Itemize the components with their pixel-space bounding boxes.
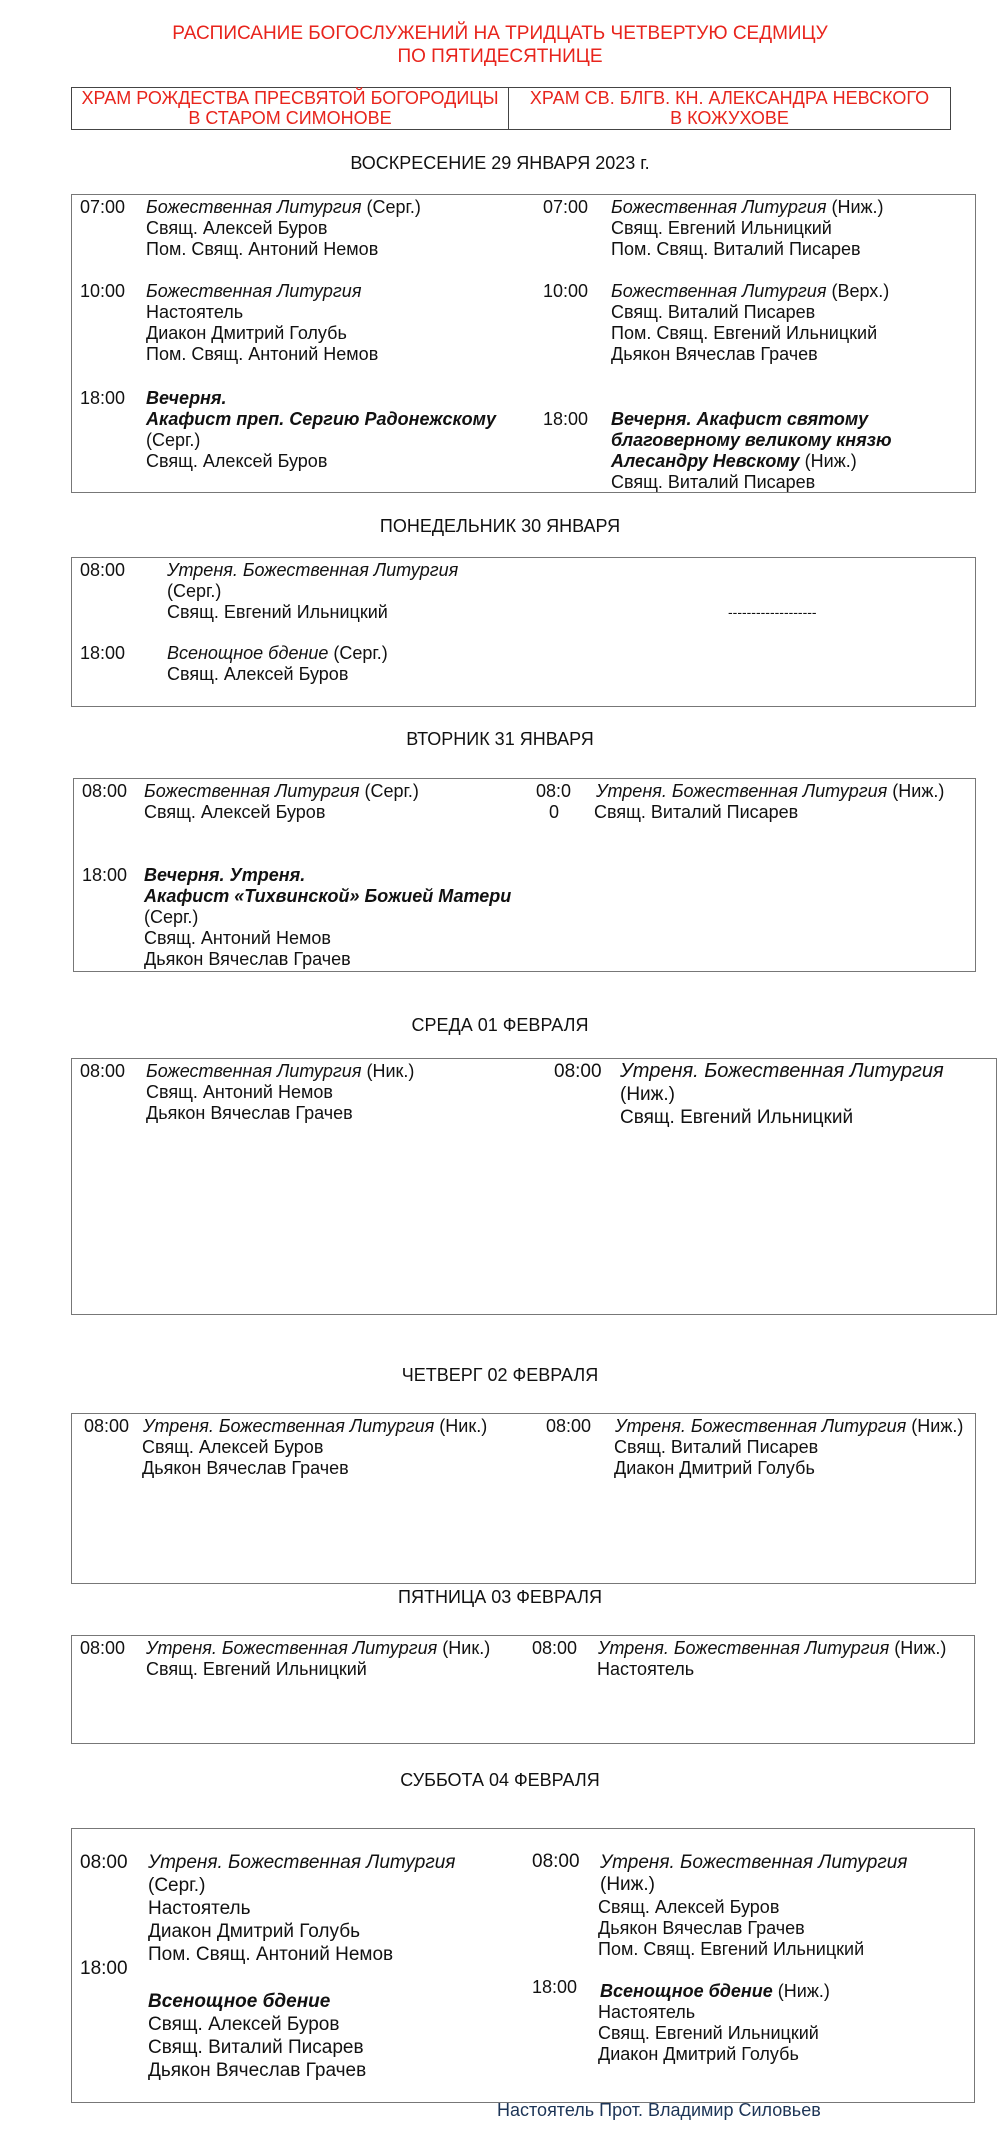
page-title-line1: РАСПИСАНИЕ БОГОСЛУЖЕНИЙ НА ТРИДЦАТЬ ЧЕТВЕРТУЮ СЕДМИЦУ [172,23,828,44]
service-title: Утреня. Божественная Литургия [167,560,459,580]
rector-signature: Настоятель Прот. Владимир Силовьев [497,2100,821,2120]
church-left [72,88,508,129]
time: 18:00 [82,865,128,885]
clergy: Свящ. Евгений Ильницкий [611,218,832,238]
service-title: Акафист «Тихвинской» Божией Матери [144,886,512,906]
clergy: Свящ. Алексей Буров [146,451,328,471]
time: 18:00 [80,643,126,663]
service-title: Утреня. Божественная Литургия [620,1060,944,1082]
clergy: Диакон Дмитрий Голубь [614,1458,815,1478]
service-title: Утреня. Божественная Литургия [148,1852,456,1873]
clergy: Пом. Свящ. Антоний Немов [146,239,379,259]
time: 08:00 [80,1061,126,1081]
time: 08:00 [84,1416,130,1436]
clergy: Пом. Свящ. Евгений Ильницкий [598,1939,865,1959]
clergy: Свящ. Антоний Немов [144,928,331,948]
church-place: (Серг.) [146,430,201,450]
time: 08:00 [532,1638,578,1658]
clergy: Пом. Свящ. Антоний Немов [148,1944,394,1965]
day-heading-tuesday: ВТОРНИК 31 ЯНВАРЯ [406,729,594,749]
service-title: Алесандру Невскому (Ниж.) [611,451,857,471]
service-title: Божественная Литургия (Ник.) [146,1061,415,1081]
service-title: Утреня. Божественная Литургия (Ниж.) [596,781,945,801]
clergy: Свящ. Антоний Немов [146,1082,333,1102]
clergy: Дьякон Вячеслав Грачев [146,1103,353,1123]
church-left-line1: ХРАМ РОЖДЕСТВА ПРЕСВЯТОЙ БОГОРОДИЦЫ [81,88,499,108]
service-title: Божественная Литургия (Серг.) [144,781,419,801]
clergy: Свящ. Евгений Ильницкий [620,1107,854,1128]
clergy: Свящ. Евгений Ильницкий [167,602,388,622]
day-heading-thursday: ЧЕТВЕРГ 02 ФЕВРАЛЯ [401,1365,599,1385]
clergy: Дьякон Вячеслав Грачев [142,1458,349,1478]
clergy: Свящ. Алексей Буров [144,802,326,822]
clergy: Настоятель [597,1659,695,1679]
service-title: Утреня. Божественная Литургия (Ник.) [146,1638,491,1658]
time: 18:00 [80,388,126,408]
service-title: Божественная Литургия (Серг.) [146,197,421,217]
clergy: Диакон Дмитрий Голубь [598,2044,799,2064]
clergy: Настоятель [146,302,244,322]
service-title: Утреня. Божественная Литургия (Ник.) [143,1416,488,1436]
service-title: Вечерня. Акафист святому [611,409,869,429]
clergy: Дьякон Вячеслав Грачев [598,1918,805,1938]
time: 07:00 [543,197,589,217]
clergy: Свящ. Алексей Буров [148,2014,340,2035]
clergy: Свящ. Виталий Писарев [611,302,816,322]
time: 0 [549,802,560,822]
service-title: Божественная Литургия (Ниж.) [611,197,884,217]
church-left-line2: В СТАРОМ СИМОНОВЕ [188,108,392,128]
clergy: Свящ. Алексей Буров [167,664,349,684]
clergy: Свящ. Виталий Писарев [594,802,799,822]
clergy: Дьякон Вячеслав Грачев [148,2060,367,2081]
day-heading-wednesday: СРЕДА 01 ФЕВРАЛЯ [411,1015,589,1035]
clergy: Диакон Дмитрий Голубь [148,1921,360,1942]
clergy: Свящ. Алексей Буров [598,1897,780,1917]
service-title: Утреня. Божественная Литургия [600,1852,908,1873]
time: 10:00 [543,281,589,301]
time: 08:00 [532,1851,580,1872]
clergy: Настоятель [148,1898,251,1919]
service-title: Божественная Литургия (Верх.) [611,281,890,301]
church-place: (Ниж.) [600,1874,655,1895]
time: 18:00 [80,1958,128,1979]
service-title: Вечерня. Утреня. [144,865,306,885]
clergy: Диакон Дмитрий Голубь [146,323,347,343]
clergy: Свящ. Алексей Буров [142,1437,324,1457]
time: 08:00 [80,1852,128,1873]
service-title: Всенощное бдение (Ниж.) [600,1981,830,2001]
time: 08:00 [80,1638,126,1658]
time: 08:00 [546,1416,592,1436]
service-title: Утреня. Божественная Литургия (Ниж.) [615,1416,964,1436]
church-place: (Серг.) [167,581,222,601]
day-heading-sunday: ВОСКРЕСЕНИЕ 29 ЯНВАРЯ 2023 г. [350,153,650,173]
day-heading-monday: ПОНЕДЕЛЬНИК 30 ЯНВАРЯ [379,516,621,536]
time: 08:0 [536,781,572,801]
service-title: Акафист преп. Сергию Радонежскому [146,409,496,429]
church-place: (Серг.) [148,1875,206,1896]
clergy: Дьякон Вячеслав Грачев [611,344,818,364]
church-right-line1: ХРАМ СВ. БЛГВ. КН. АЛЕКСАНДРА НЕВСКОГО [529,88,930,108]
service-title: Вечерня. [146,388,227,408]
clergy: Свящ. Алексей Буров [146,218,328,238]
time: 08:00 [82,781,128,801]
church-right [509,88,950,129]
clergy: Пом. Свящ. Евгений Ильницкий [611,323,878,343]
church-place: (Серг.) [144,907,199,927]
clergy: Пом. Свящ. Виталий Писарев [611,239,861,259]
time: 08:00 [554,1061,602,1082]
time: 07:00 [80,197,126,217]
time: 10:00 [80,281,126,301]
time: 18:00 [532,1977,578,1997]
clergy: Свящ. Евгений Ильницкий [146,1659,367,1679]
clergy: Свящ. Виталий Писарев [614,1437,819,1457]
clergy: Дьякон Вячеслав Грачев [144,949,351,969]
day-heading-friday: ПЯТНИЦА 03 ФЕВРАЛЯ [398,1587,602,1607]
service-title: Утреня. Божественная Литургия (Ниж.) [598,1638,947,1658]
service-title: Всенощное бдение (Серг.) [167,643,388,663]
no-service-dash: ------------------- [728,604,817,620]
clergy: Свящ. Евгений Ильницкий [598,2023,819,2043]
time: 18:00 [543,409,589,429]
service-title: Всенощное бдение [148,1991,331,2012]
clergy: Пом. Свящ. Антоний Немов [146,344,379,364]
church-header [71,87,951,130]
page-title-line2: ПО ПЯТИДЕСЯТНИЦЕ [397,46,603,67]
church-place: (Ниж.) [620,1084,675,1105]
clergy: Настоятель [598,2002,696,2022]
service-title: благоверному великому князю [611,430,892,450]
time: 08:00 [80,560,126,580]
day-heading-saturday: СУББОТА 04 ФЕВРАЛЯ [400,1770,600,1790]
clergy: Свящ. Виталий Писарев [611,472,816,492]
clergy: Свящ. Виталий Писарев [148,2037,364,2058]
service-title: Божественная Литургия [146,281,362,301]
church-right-line2: В КОЖУХОВЕ [670,108,789,128]
